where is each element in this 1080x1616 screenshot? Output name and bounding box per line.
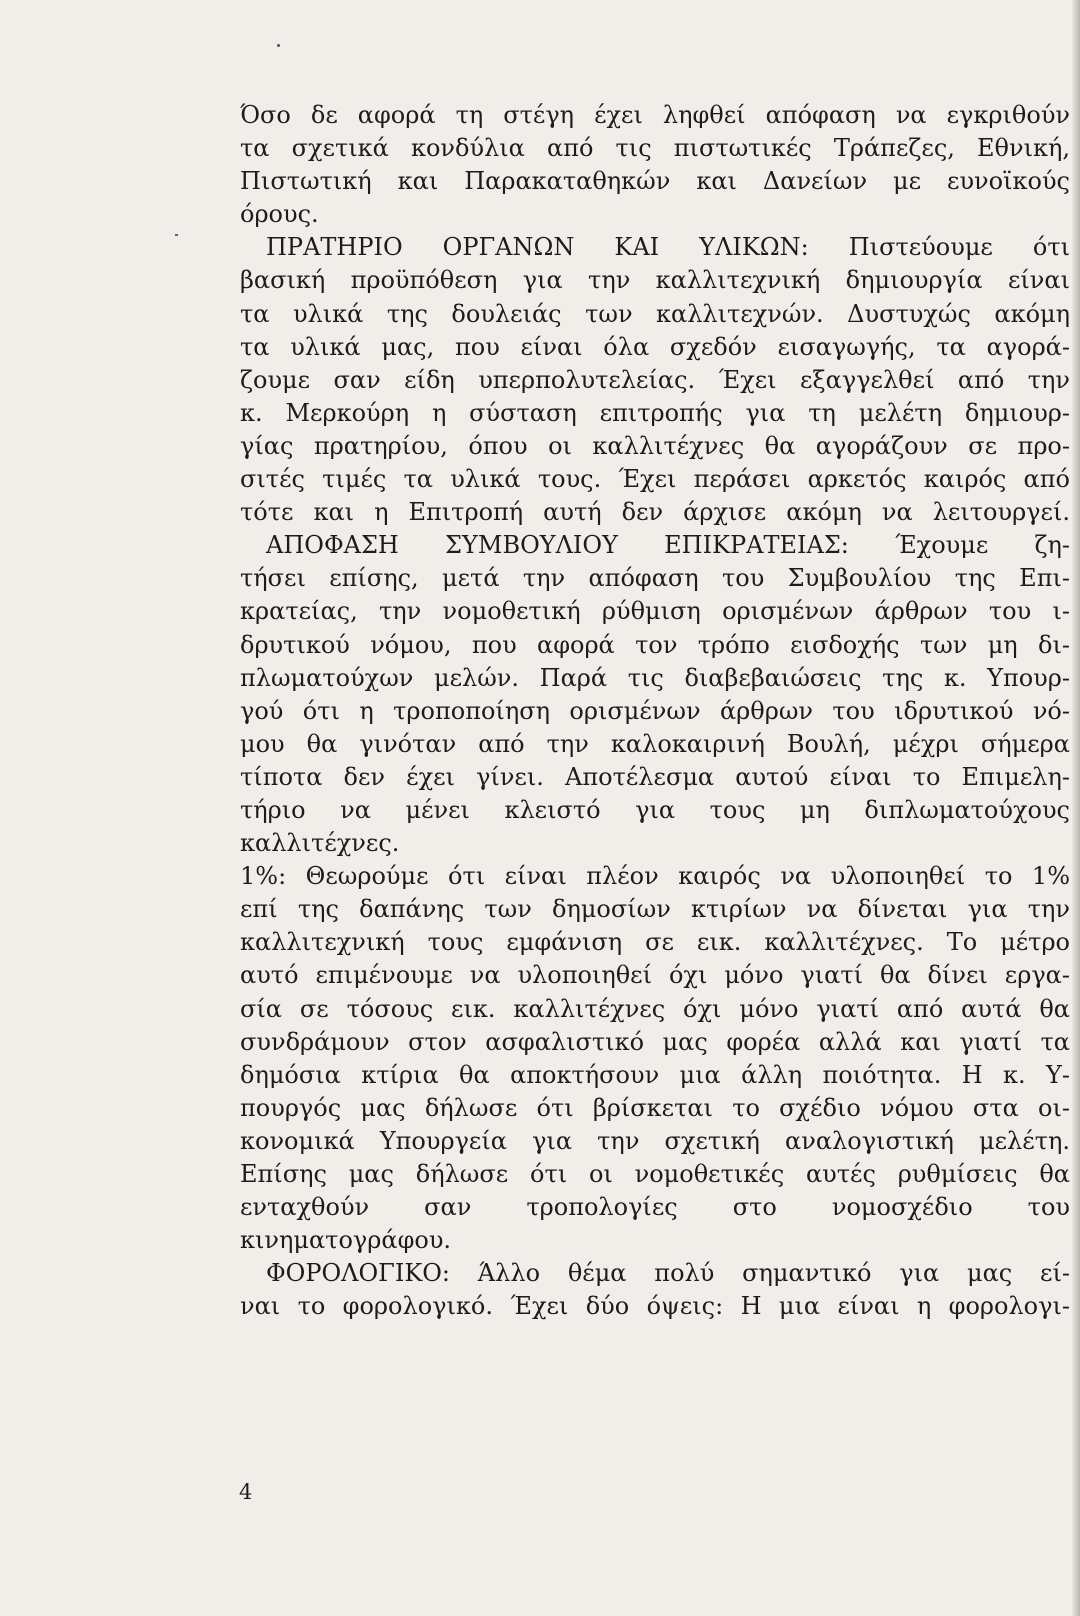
text-line: τήριο να μένει κλειστό για τους μη διπλωματούχους: [240, 795, 1070, 824]
text-line: βασική προϋπόθεση για την καλλιτεχνική δημιουργία είναι: [240, 266, 1070, 295]
text-line: τα υλικά μας, που είναι όλα σχεδόν εισαγωγής, τα αγορά-: [240, 332, 1070, 361]
document-body: [240, 99, 1070, 1323]
text-line: καλλιτεχνική τους εμφάνιση σε εικ. καλλιτέχνες. Το μέτρο: [240, 928, 1070, 957]
text-line: ενταχθούν σαν τροπολογίες στο νομοσχέδιο του: [240, 1193, 1070, 1222]
text-line: ναι το φορολογικό. Έχει δύο όψεις: Η μια είναι η φορολογι-: [240, 1292, 1070, 1321]
text-line: πουργός μας δήλωσε ότι βρίσκεται το σχέδιο νόμου στα οι-: [240, 1093, 1070, 1122]
text-line: μου θα γινόταν από την καλοκαιρινή Βουλή, μέχρι σήμερα: [240, 729, 1070, 758]
text-line: επί της δαπάνης των δημοσίων κτιρίων να δίνεται για την: [240, 895, 1070, 924]
text-line: συνδράμουν στον ασφαλιστικό μας φορέα αλλά και γιατί τα: [240, 1027, 1070, 1056]
page-number: 4: [239, 1480, 253, 1504]
text-line: ζουμε σαν είδη υπερπολυτελείας. Έχει εξαγγελθεί από την: [240, 365, 1070, 394]
text-line: γίας πρατηρίου, όπου οι καλλιτέχνες θα αγοράζουν σε προ-: [240, 431, 1070, 460]
text-line: αυτό επιμένουμε να υλοποιηθεί όχι μόνο γιατί θα δίνει εργα-: [240, 961, 1070, 990]
text-line: κονομικά Υπουργεία για την σχετική αναλογιστική μελέτη.: [240, 1126, 1070, 1155]
text-line: τήσει επίσης, μετά την απόφαση του Συμβουλίου της Επι-: [240, 564, 1070, 593]
text-line: σιτές τιμές τα υλικά τους. Έχει περάσει αρκετός καιρός από: [240, 465, 1070, 494]
text-line: δημόσια κτίρια θα αποκτήσουν μια άλλη ποιότητα. Η κ. Υ-: [240, 1060, 1070, 1089]
text-line: τίποτα δεν έχει γίνει. Αποτέλεσμα αυτού είναι το Επιμελη-: [240, 762, 1070, 791]
text-line: τα υλικά της δουλειάς των καλλιτεχνών. Δυστυχώς ακόμη: [240, 299, 1070, 328]
text-line: πλωματούχων μελών. Παρά τις διαβεβαιώσεις της κ. Υπουρ-: [240, 663, 1070, 692]
section-heading-line: ΦΟΡΟΛΟΓΙΚΟ: Άλλο θέμα πολύ σημαντικό για μας εί-: [266, 1259, 1070, 1288]
text-line: Όσο δε αφορά τη στέγη έχει ληφθεί απόφαση να εγκριθούν: [240, 101, 1070, 129]
text-line: όρους.: [240, 200, 319, 229]
text-line: τα σχετικά κονδύλια από τις πιστωτικές Τράπεζες, Εθνική,: [240, 134, 1070, 163]
text-line: καλλιτέχνες.: [240, 829, 400, 858]
section-heading-line: ΑΠΟΦΑΣΗ ΣΥΜΒΟΥΛΙΟΥ ΕΠΙΚΡΑΤΕΙΑΣ: Έχουμε ζη-: [266, 531, 1070, 560]
text-line: γού ότι η τροποποίηση ορισμένων άρθρων του ιδρυτικού νό-: [240, 696, 1070, 725]
text-line: σία σε τόσους εικ. καλλιτέχνες όχι μόνο γιατί από αυτά θα: [240, 994, 1070, 1023]
text-line: κινηματογράφου.: [240, 1226, 452, 1255]
text-line: κρατείας, την νομοθετική ρύθμιση ορισμένων άρθρων του ι-: [240, 597, 1070, 626]
text-line: δρυτικού νόμου, που αφορά τον τρόπο εισδοχής των μη δι-: [240, 630, 1070, 659]
scan-speck: [277, 44, 280, 47]
text-line: Επίσης μας δήλωσε ότι οι νομοθετικές αυτές ρυθμίσεις θα: [240, 1160, 1070, 1188]
text-line: Πιστωτική και Παρακαταθηκών και Δανείων με ευνοϊκούς: [240, 167, 1070, 196]
text-line: κ. Μερκούρη η σύσταση επιτροπής για τη μελέτη δημιουρ-: [240, 398, 1070, 427]
section-heading-line: ΠΡΑΤΗΡΙΟ ΟΡΓΑΝΩΝ ΚΑΙ ΥΛΙΚΩΝ: Πιστεύουμε ότι: [266, 233, 1070, 262]
section-heading-line: 1%: Θεωρούμε ότι είναι πλέον καιρός να υλοποιηθεί το 1%: [240, 862, 1070, 891]
page-edge-shadow: [1072, 0, 1080, 1616]
scan-speck: [175, 234, 178, 236]
text-line: τότε και η Επιτροπή αυτή δεν άρχισε ακόμη να λειτουργεί.: [240, 498, 1070, 527]
